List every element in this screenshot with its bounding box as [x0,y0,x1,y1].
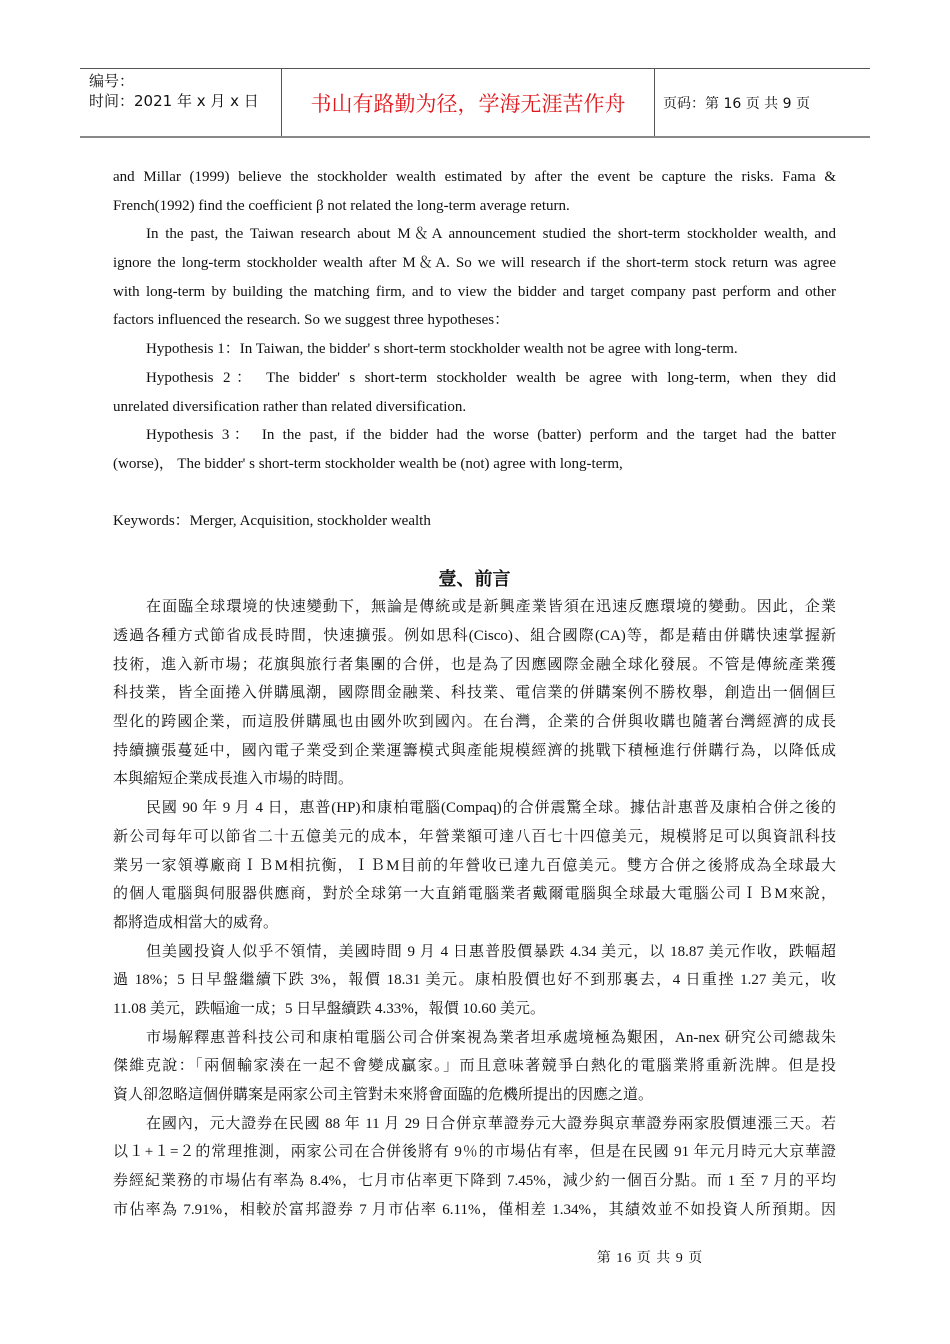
text-line: 業另一家領導廠商ＩＢM相抗衡，ＩＢM目前的年營收已達九百億美元。雙方合併之後將成為全球最大 [113,857,836,874]
header-motto: 书山有路勤为径，学海无涯苦作舟 [282,69,655,136]
paragraph [113,364,836,421]
text-line: 11.08 美元，跌幅逾一成；5 日早盤續跌 4.33%，報價 10.60 美元。 [113,1000,545,1017]
paragraph [113,479,836,508]
section-heading [113,565,836,594]
header-page-info: 页码：第 16 页 共 9 页 [663,95,810,112]
text-line: 民國 90 年 9 月 4 日，惠普(HP)和康柏電腦(Compaq)的合併震驚全球。據估計惠普及康柏合併之後的 [146,800,836,817]
text-line: 壹、前言 [438,568,511,589]
text-line: Hypothesis 2： The bidder' s short-term stockholder wealth be agree with long-term, when they did [146,369,836,386]
text-line: 在面臨全球環境的快速變動下，無論是傳統或是新興產業皆須在迅速反應環境的變動。因此，企業 [146,599,836,616]
text-line: 市佔率為 7.91%，相較於富邦證券 7 月市佔率 6.11%，僅相差 1.34%，其績效並不如投資人所預期。因 [113,1201,836,1218]
text-line: 傑維克說：「兩個輸家湊在一起不會變成贏家。」而且意味著競爭白熱化的電腦業將重新洗牌。但是投 [113,1058,836,1075]
paragraph [113,593,836,794]
text-line: 市場解釋惠普科技公司和康柏電腦公司合併案視為業者坦承處境極為艱困，An-nex 研究公司總裁朱 [146,1029,836,1046]
text-line: 券經紀業務的市場佔有率為 8.4%，七月市佔率更下降到 7.45%，減少約一個百分點。而 1 至 7 月的平均 [113,1173,836,1190]
text-line: 本與縮短企業成長進入市場的時間。 [113,771,354,788]
text-line: Hypothesis 1：In Taiwan, the bidder' s short-term stockholder wealth not be agree with long-term. [146,341,738,358]
text-line: 科技業，皆全面捲入併購風潮，國際間金融業、科技業、電信業的併購案例不勝枚舉，創造出一個個巨 [113,685,836,702]
text-line: Keywords：Merger, Acquisition, stockholder wealth [113,513,431,530]
text-line: 過 18%；5 日早盤繼續下跌 3%，報價 18.31 美元。康柏股價也好不到那裏去，4 日重挫 1.27 美元，收 [113,972,836,989]
text-line: 新公司每年可以節省二十五億美元的成本，年營業額可達八百七十四億美元，規模將足可以與資訊科技 [113,828,836,845]
paragraph [113,335,836,364]
paragraph [113,536,836,565]
text-line: 資人卻忽略這個併購案是兩家公司主管對未來將會面臨的危機所提出的因應之道。 [113,1087,654,1103]
text-line: 透過各種方式節省成長時間，快速擴張。例如思科(Cisco)、組合國際(CA)等，都是藉由併購快速掌握新 [113,628,836,644]
text-line: In the past, the Taiwan research about M＆A announcement studied the short-term stockholder wealth, and [146,226,836,243]
document-number-label: 编号： [89,72,135,90]
text-line: and Millar (1999) believe the stockholder wealth estimated by after the event be capture the risks. Fama & [113,169,836,185]
text-line [113,536,836,565]
paragraph [113,163,836,220]
paragraph [113,507,836,536]
paragraph [113,421,836,478]
paragraph [113,1110,836,1225]
text-line [113,479,836,508]
text-line: Hypothesis 3： In the past, if the bidder had the worse (batter) perform and the target had the batter [146,427,836,444]
paragraph [113,220,836,335]
text-line: with long-term by building the matching firm, and to view the bidder and target company past perform and other [113,283,836,300]
text-line: 但美國投資人似乎不領情，美國時間 9 月 4 日惠普股價暴跌 4.34 美元，以 18.87 美元作收，跌幅超 [146,943,836,960]
paragraph [113,1024,836,1110]
text-line: 在國內，元大證券在民國 88 年 11 月 29 日合併京華證券元大證券與京華證券兩家股價連漲三天。若 [146,1115,836,1132]
paragraph [113,794,836,937]
text-line: French(1992) find the coefficient β not related the long-term average return. [113,197,570,214]
text-line: 持續擴張蔓延中，國內電子業受到企業運籌模式與產能規模經濟的挑戰下積極進行併購行為，以降低成 [113,742,836,759]
text-line: 的個人電腦與伺服器供應商，對於全球第一大直銷電腦業者戴爾電腦與全球最大電腦公司ＩＢM來說， [113,886,836,903]
document-date-label: 时间：2021 年 x 月 x 日 [89,92,259,110]
paragraph [113,938,836,1024]
header-meta [80,69,282,136]
text-line: 以１+１=２的常理推測，兩家公司在合併後將有 9％的市場佔有率，但是在民國 91 年元月時元大京華證 [113,1144,836,1161]
text-line: ignore the long-term stockholder wealth after M＆A. So we will research if the short-term stock return was agree [113,255,836,272]
text-line: 型化的跨國企業，而這股併購風也由國外吹到國內。在台灣，企業的合併與收購也隨著台灣經濟的成長 [113,714,836,731]
text-line: (worse)， The bidder' s short-term stockholder wealth be (not) agree with long-term, [113,455,623,472]
text-line: 都將造成相當大的威脅。 [113,914,279,931]
page-header [80,68,870,138]
text-line: unrelated diversification rather than related diversification. [113,398,467,415]
text-line: 技術，進入新市場；花旗與旅行者集團的合併，也是為了因應國際金融全球化發展。不管是傳統產業獲 [113,656,836,673]
document-body [113,163,836,1224]
text-line: factors influenced the research. So we suggest three hypotheses： [113,312,510,329]
page-footer: 第 16 页 共 9 页 [596,1251,704,1266]
